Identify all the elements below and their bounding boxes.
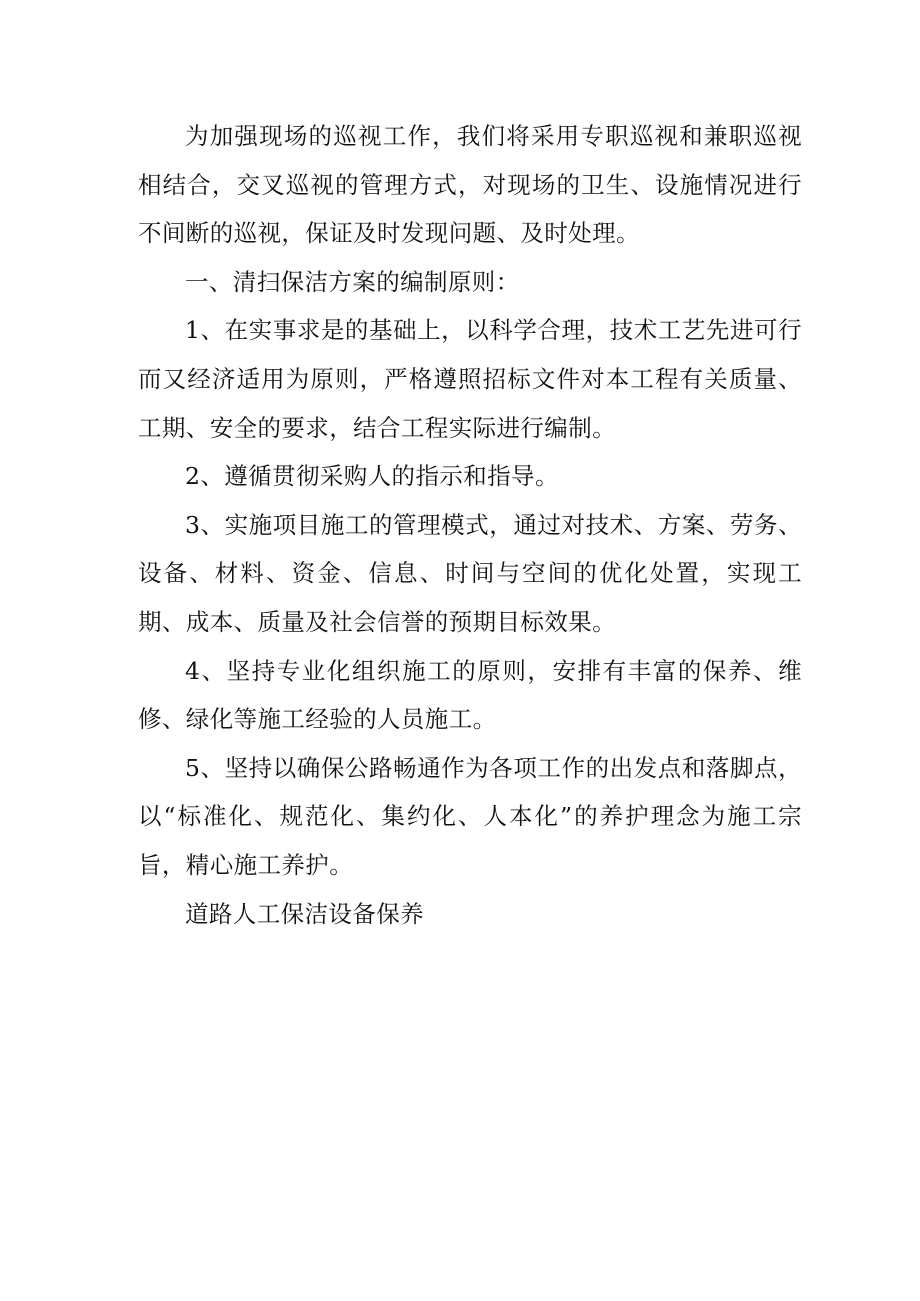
paragraph-principle-4: 4、坚持专业化组织施工的原则，安排有丰富的保养、维修、绿化等施工经验的人员施工。 — [138, 656, 802, 734]
paragraph-principle-1: 1、在实事求是的基础上，以科学合理，技术工艺先进可行而又经济适用为原则，严格遵照招标文件对本工程有关质量、工期、安全的要求，结合工程实际进行编制。 — [138, 316, 802, 442]
paragraph-principle-2: 2、遵循贯彻采购人的指示和指导。 — [185, 462, 559, 491]
document-body — [138, 112, 802, 938]
paragraph-principle-5: 5、坚持以确保公路畅通作为各项工作的出发点和落脚点，以“标准化、规范化、集约化、人本化”的养护理念为施工宗旨，精心施工养护。 — [138, 753, 802, 879]
paragraph-inspection: 为加强现场的巡视工作，我们将采用专职巡视和兼职巡视相结合，交叉巡视的管理方式，对现场的卫生、设施情况进行不间断的巡视，保证及时发现问题、及时处理。 — [138, 122, 802, 248]
section-heading-principles: 一、清扫保洁方案的编制原则： — [185, 267, 520, 296]
paragraph-principle-3: 3、实施项目施工的管理模式，通过对技术、方案、劳务、设备、材料、资金、信息、时间与空间的优化处置，实现工期、成本、质量及社会信誉的预期目标效果。 — [138, 510, 802, 636]
section-heading-equipment: 道路人工保洁设备保养 — [185, 899, 424, 928]
